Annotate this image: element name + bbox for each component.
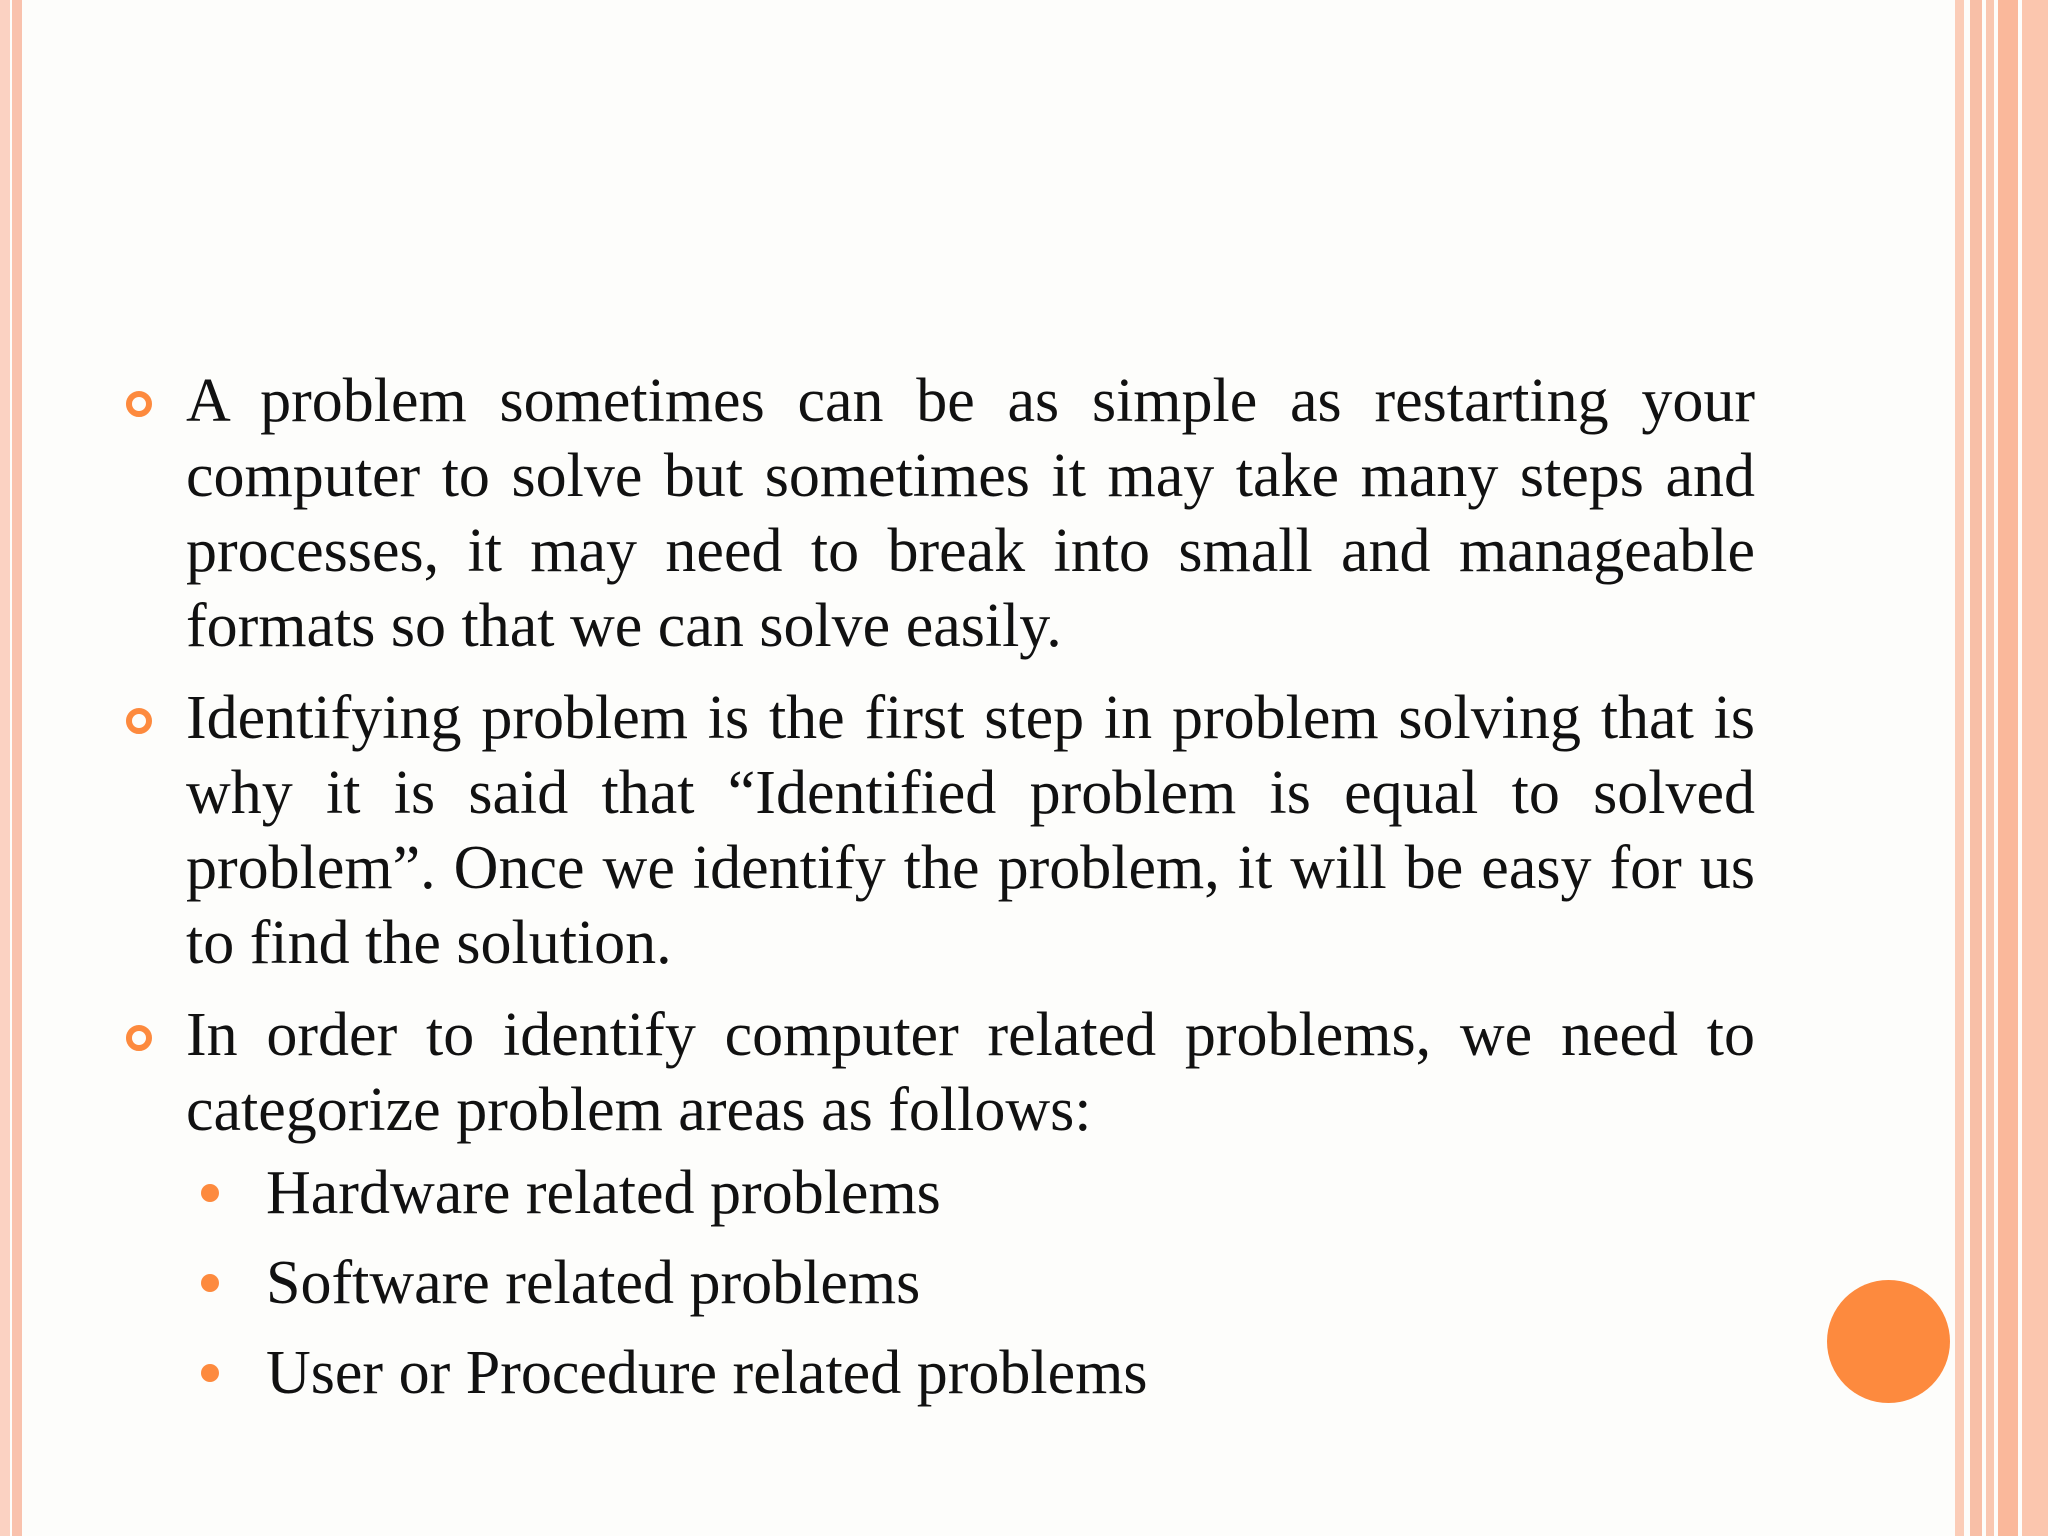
dot-bullet-icon [201,1364,219,1382]
sub-bullet-item [266,1238,1755,1328]
left-border-stripe [12,0,22,1536]
bullet-item [120,364,1755,664]
sub-bullet-text: Software related problems [266,1249,921,1317]
bullet-text: In order to identify computer related problems, we need to categorize problem areas as follows: [186,1001,1755,1144]
ring-bullet-icon [126,1025,152,1051]
ring-bullet-icon [126,391,152,417]
right-border-stripe [2022,0,2048,1536]
bullet-text: A problem sometimes can be as simple as restarting your computer to solve but sometimes it may take many steps and processes, it may need to break into small and manageable formats so that we can solve easily. [186,367,1755,660]
right-border-stripe [1986,0,1994,1536]
bullet-text: Identifying problem is the first step in problem solving that is why it is said that “Identified problem is equal to solved problem”. Once we identify the problem, it will be easy for us to find the solution. [186,684,1755,977]
right-border-stripe [1970,0,1982,1536]
bullet-item [120,681,1755,981]
right-border-stripe [1998,0,2018,1536]
sub-bullet-list [120,1148,1755,1418]
sub-bullet-text: User or Procedure related problems [266,1339,1148,1407]
sub-bullet-text: Hardware related problems [266,1159,941,1227]
sub-bullet-item [266,1328,1755,1418]
right-border-stripe [1955,0,1964,1536]
accent-circle [1827,1280,1950,1403]
left-border-stripe [0,0,10,1536]
dot-bullet-icon [201,1184,219,1202]
sub-bullet-item [266,1148,1755,1238]
slide-body [120,364,1755,1418]
dot-bullet-icon [201,1274,219,1292]
ring-bullet-icon [126,708,152,734]
bullet-item [120,998,1755,1148]
